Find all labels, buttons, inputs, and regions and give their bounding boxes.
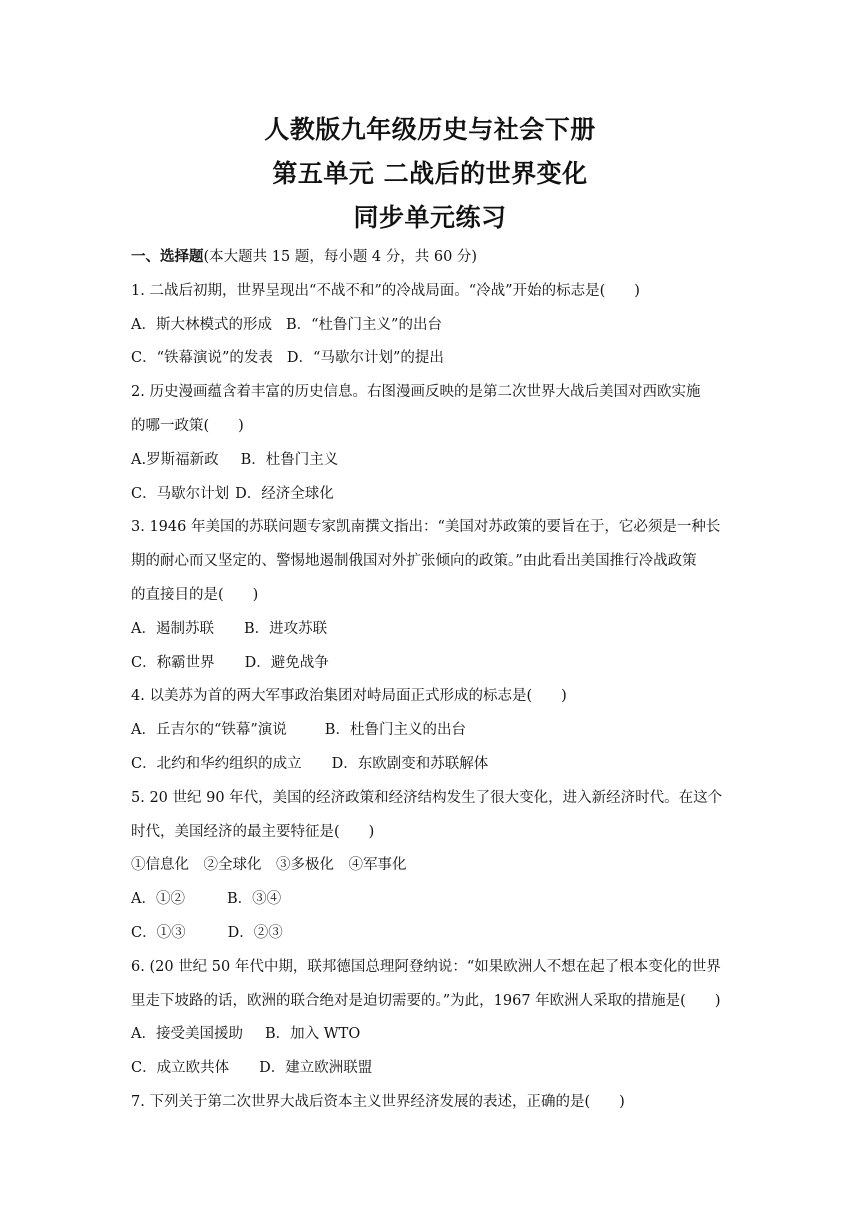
option-b: B．杜鲁门主义 xyxy=(240,451,339,468)
option-d: D．建立欧洲联盟 xyxy=(259,1060,373,1077)
option-b: B．杜鲁门主义的出台 xyxy=(324,722,466,739)
question-6-options-row-1 xyxy=(131,1018,731,1052)
question-3-options-row-2 xyxy=(131,647,731,681)
unit-title: 第五单元 二战后的世界变化 xyxy=(272,159,588,188)
option-c: C．①③ xyxy=(131,924,186,941)
document-title-block xyxy=(0,108,860,240)
question-1-options-row-1 xyxy=(131,309,731,343)
question-2-options-row-1 xyxy=(131,444,731,478)
exercise-title: 同步单元练习 xyxy=(353,203,507,232)
option-a: A．丘吉尔的“铁幕”演说 xyxy=(131,722,287,739)
document-title: 人教版九年级历史与社会下册 xyxy=(264,115,596,144)
question-3-stem-line-1: 3. 1946 年美国的苏联问题专家凯南撰文指出：“美国对苏政策的要旨在于，它必须是一种长 xyxy=(131,519,721,536)
question-6-options-row-2 xyxy=(131,1052,731,1086)
question-6-stem-line-1: 6. (20 世纪 50 年代中期，联邦德国总理阿登纳说：“如果欧洲人不想在起了根本变化的世界 xyxy=(131,958,721,975)
option-c: C．马歇尔计划 xyxy=(131,485,230,502)
question-3-stem-line-3: 的直接目的是( ) xyxy=(131,586,259,603)
section-heading xyxy=(131,241,731,275)
option-b: B．“杜鲁门主义”的出台 xyxy=(285,316,442,333)
question-1-options-row-2 xyxy=(131,342,731,376)
question-4-stem: 4. 以美苏为首的两大军事政治集团对峙局面正式形成的标志是( ) xyxy=(131,688,567,705)
question-list xyxy=(131,241,731,1120)
question-5-choices: ①信息化 ②全球化 ③多极化 ④军事化 xyxy=(131,857,407,874)
option-d: D．②③ xyxy=(227,924,283,941)
question-3-options-row-1 xyxy=(131,613,731,647)
question-3-stem-line-2: 期的耐心而又坚定的、警惕地遏制俄国对外扩张倾向的政策。”由此看出美国推行冷战政策 xyxy=(131,553,697,570)
option-c: C．称霸世界 xyxy=(131,654,215,671)
option-a: A．接受美国援助 xyxy=(131,1026,243,1043)
option-d: D．经济全球化 xyxy=(235,485,334,502)
option-d: D．东欧剧变和苏联解体 xyxy=(331,755,489,772)
option-c: C．北约和华约组织的成立 xyxy=(131,755,302,772)
question-1-stem: 1. 二战后初期，世界呈现出“不战不和”的冷战局面。“冷战”开始的标志是( ) xyxy=(131,282,640,299)
question-4-options-row-1 xyxy=(131,714,731,748)
option-a: A．①② xyxy=(131,891,185,908)
question-4-options-row-2 xyxy=(131,748,731,782)
section-label: 一、选择题 xyxy=(131,249,204,265)
option-b: B．加入 WTO xyxy=(264,1026,361,1043)
question-2-stem-line-2: 的哪一政策( ) xyxy=(131,417,244,434)
question-5-options-row-1 xyxy=(131,883,731,917)
option-c: C．“铁幕演说”的发表 xyxy=(131,350,273,367)
option-a: A．斯大林模式的形成 xyxy=(131,316,272,333)
question-5-stem-line-2: 时代，美国经济的最主要特征是( ) xyxy=(131,823,375,840)
option-b: B．③④ xyxy=(226,891,282,908)
question-7-stem: 7. 下列关于第二次世界大战后资本主义世界经济发展的表述，正确的是( ) xyxy=(131,1093,625,1110)
question-5-options-row-2 xyxy=(131,917,731,951)
question-2-options-row-2 xyxy=(131,478,731,512)
option-d: D．避免战争 xyxy=(244,654,329,671)
option-c: C．成立欧共体 xyxy=(131,1060,230,1077)
question-5-stem-line-1: 5. 20 世纪 90 年代，美国的经济政策和经济结构发生了很大变化，进入新经济时代。在这个 xyxy=(131,789,723,806)
section-note: (本大题共 15 题，每小题 4 分，共 60 分) xyxy=(203,249,478,265)
option-d: D．“马歇尔计划”的提出 xyxy=(286,350,444,367)
question-2-stem-line-1: 2. 历史漫画蕴含着丰富的历史信息。右图漫画反映的是第二次世界大战后美国对西欧实施 xyxy=(131,384,701,401)
question-6-stem-line-2: 里走下坡路的话，欧洲的联合绝对是迫切需要的。”为此，1967 年欧洲人采取的措施是( ) xyxy=(131,992,721,1009)
option-a: A．遏制苏联 xyxy=(131,620,214,637)
option-a: A.罗斯福新政 xyxy=(131,451,219,468)
option-b: B．进攻苏联 xyxy=(243,620,328,637)
